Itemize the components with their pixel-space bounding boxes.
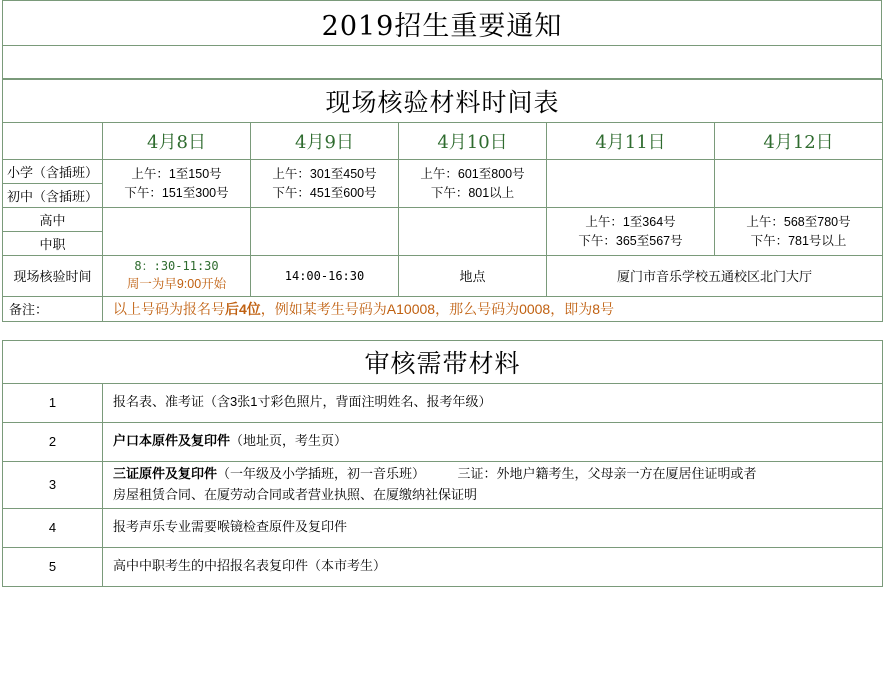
- row-label-verify-time: 现场核验时间: [3, 256, 103, 297]
- table-row: [3, 383, 883, 422]
- cell-primary-apr10: [399, 160, 547, 208]
- schedule-header-row: [3, 123, 883, 160]
- row-note: [3, 296, 883, 321]
- material-text-2-rest: （地址页，考生页）: [230, 433, 348, 449]
- spacer-row: [3, 46, 882, 79]
- row-label-junior: 初中（含插班）: [3, 184, 103, 208]
- material-text-3-bold: 三证原件及复印件: [113, 466, 218, 482]
- title-table: [2, 0, 882, 79]
- morning-time-range: 8：:30-11:30: [134, 259, 219, 273]
- cell-senior-apr12-line1: 上午：568至780号: [746, 215, 851, 230]
- table-row: [3, 422, 883, 461]
- cell-primary-apr8-line1: 上午：1至150号: [131, 167, 222, 182]
- header-date-apr11: 4月11日: [547, 123, 715, 160]
- note-text-1: 以上号码为报名号: [113, 300, 225, 317]
- note-label: 备注：: [3, 296, 103, 321]
- cell-primary-apr8: [103, 160, 251, 208]
- header-date-apr12: 4月12日: [715, 123, 883, 160]
- section-gap: [0, 322, 884, 340]
- cell-primary-apr8-line2: 下午：151至300号: [124, 185, 229, 200]
- row-verify-time: [3, 256, 883, 297]
- material-text-5: 高中中职考生的中招报名表复印件（本市考生）: [103, 547, 883, 586]
- cell-senior-apr11-line2: 下午：365至567号: [578, 233, 683, 248]
- cell-senior-apr9: [251, 208, 399, 256]
- materials-table: [2, 340, 883, 587]
- cell-senior-apr12: [715, 208, 883, 256]
- cell-primary-apr11: [547, 160, 715, 208]
- cell-primary-apr9-line2: 下午：451至600号: [272, 185, 377, 200]
- material-no-1: 1: [3, 383, 103, 422]
- material-text-3-rest: （一年级及小学插班，初一音乐班） 三证：外地户籍考生，父母亲一方在厦居住证明或者: [217, 466, 757, 482]
- title-row: [3, 1, 882, 46]
- cell-senior-apr11: [547, 208, 715, 256]
- cell-senior-apr8: [103, 208, 251, 256]
- cell-senior-apr11-line1: 上午：1至364号: [585, 215, 676, 230]
- row-label-vocational: 中职: [3, 232, 103, 256]
- row-label-senior: 高中: [3, 208, 103, 232]
- schedule-title: 现场核验材料时间表: [3, 80, 883, 123]
- material-text-2: [103, 422, 883, 461]
- material-text-1: 报名表、准考证（含3张1寸彩色照片，背面注明姓名、报考年级）: [103, 383, 883, 422]
- note-text-bold: 后4位: [225, 300, 261, 317]
- material-text-4: 报考声乐专业需要喉镜检查原件及复印件: [103, 508, 883, 547]
- row-primary: [3, 160, 883, 184]
- cell-morning-time: [103, 256, 251, 297]
- schedule-title-row: [3, 80, 883, 123]
- cell-senior-apr12-line2: 下午：781号以上: [750, 233, 847, 248]
- material-no-2: 2: [3, 422, 103, 461]
- table-row: [3, 508, 883, 547]
- cell-senior-apr10: [399, 208, 547, 256]
- materials-title: 审核需带材料: [3, 340, 883, 383]
- material-no-3: 3: [3, 461, 103, 508]
- cell-afternoon-time: 14:00-16:30: [251, 256, 399, 297]
- header-date-apr9: 4月9日: [251, 123, 399, 160]
- material-no-5: 5: [3, 547, 103, 586]
- cell-primary-apr12: [715, 160, 883, 208]
- material-text-2-bold: 户口本原件及复印件: [113, 433, 231, 449]
- materials-title-row: [3, 340, 883, 383]
- cell-place-value: 厦门市音乐学校五通校区北门大厅: [547, 256, 883, 297]
- page-title: 2019招生重要通知: [3, 1, 882, 46]
- material-text-3-line1: [113, 464, 878, 484]
- note-text-2: ，例如某考生号码为A10008，那么号码为0008，即为8号: [260, 300, 614, 317]
- cell-primary-apr10-line1: 上午：601至800号: [420, 167, 525, 182]
- spacer-cell: [3, 46, 882, 79]
- note-body: [103, 296, 883, 321]
- header-date-apr10: 4月10日: [399, 123, 547, 160]
- material-text-3-line2: 房屋租赁合同、在厦劳动合同或者营业执照、在厦缴纳社保证明: [113, 486, 478, 502]
- material-no-4: 4: [3, 508, 103, 547]
- table-row: [3, 547, 883, 586]
- header-date-apr8: 4月8日: [103, 123, 251, 160]
- cell-place-label: 地点: [399, 256, 547, 297]
- table-row: [3, 461, 883, 508]
- monday-start-note: 周一为早9:00开始: [126, 277, 227, 292]
- material-text-3: [103, 461, 883, 508]
- schedule-table: [2, 79, 883, 322]
- row-label-primary: 小学（含插班）: [3, 160, 103, 184]
- cell-primary-apr9-line1: 上午：301至450号: [272, 167, 377, 182]
- cell-primary-apr10-line2: 下午：801以上: [430, 185, 515, 200]
- header-blank: [3, 123, 103, 160]
- row-senior: [3, 208, 883, 232]
- cell-primary-apr9: [251, 160, 399, 208]
